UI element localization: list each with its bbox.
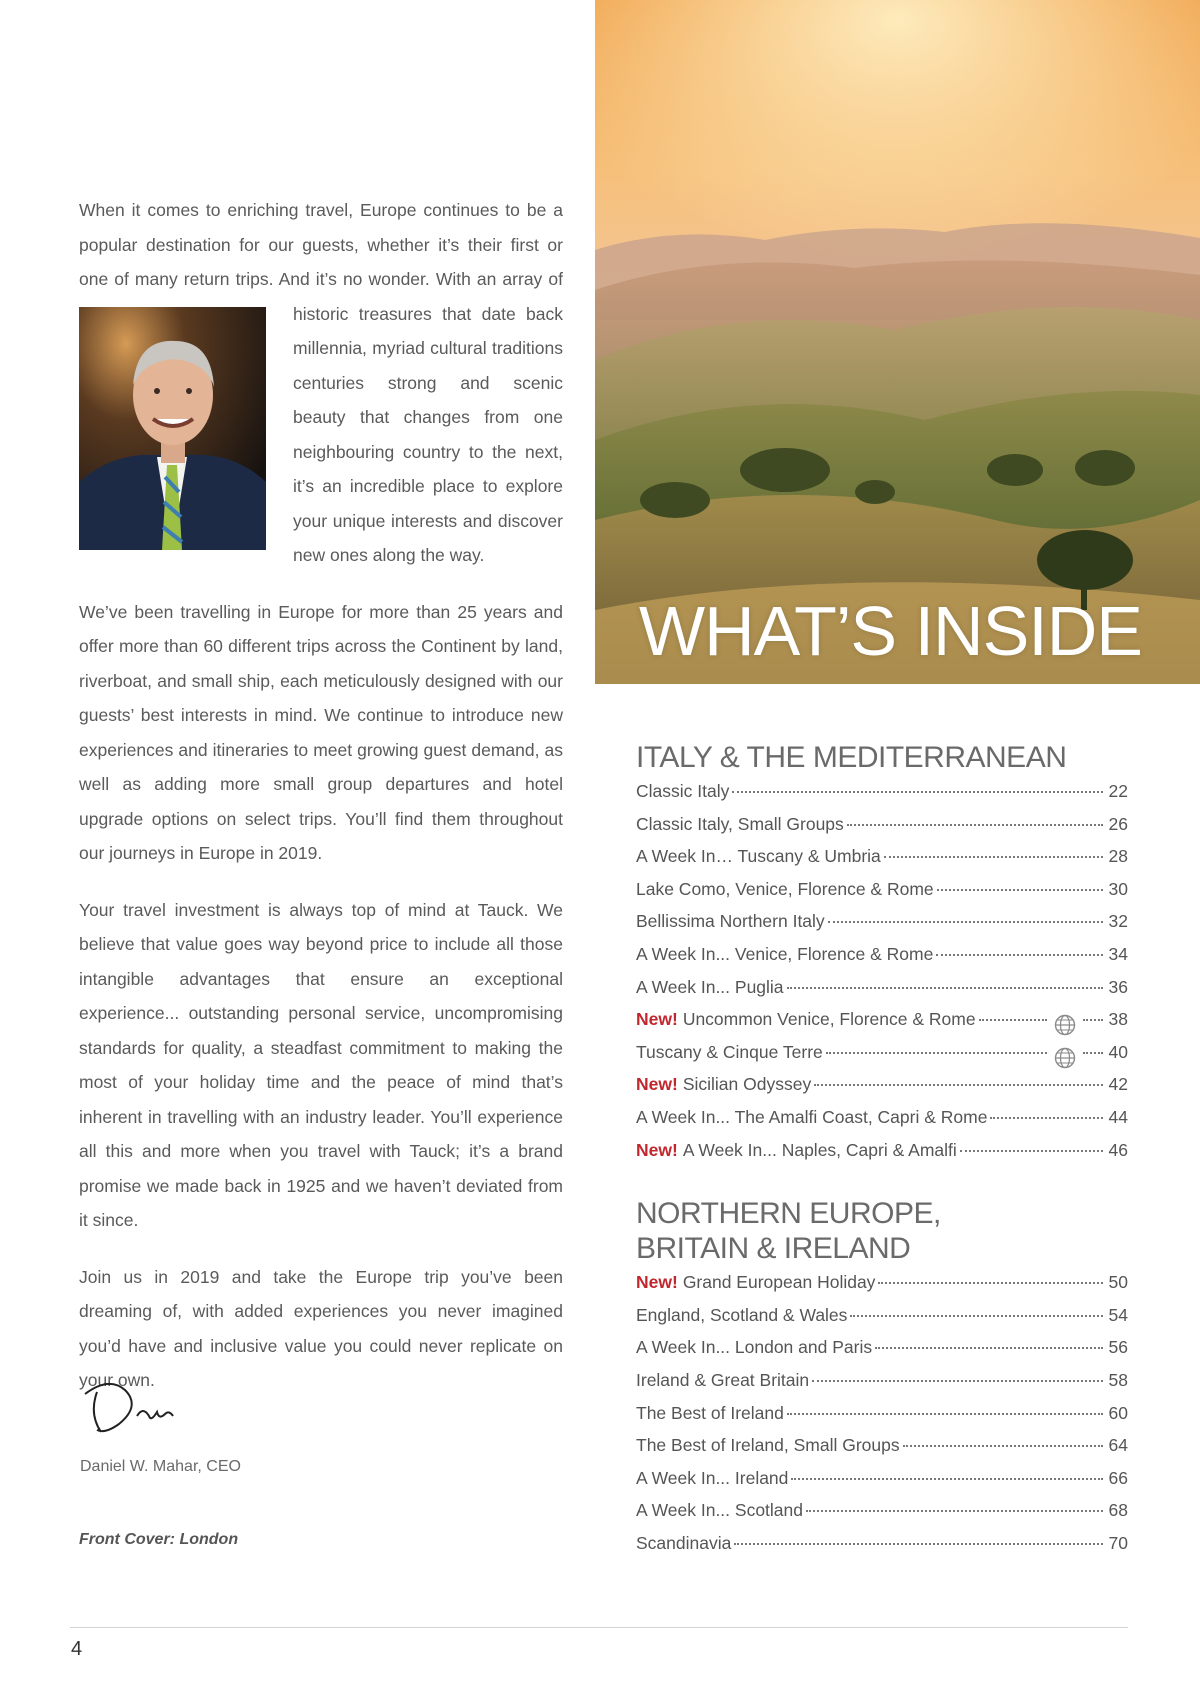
toc-section-title-northern-europe bbox=[636, 1196, 1128, 1266]
toc-entry-label bbox=[636, 1272, 875, 1293]
toc-entry-label bbox=[636, 1500, 803, 1521]
toc-entry-title: A Week In... London and Paris bbox=[636, 1337, 873, 1358]
toc-section-title-line-1: NORTHERN EUROPE, bbox=[636, 1197, 941, 1231]
toc-entry[interactable] bbox=[636, 1435, 1128, 1468]
toc-entry-page: 66 bbox=[1108, 1467, 1128, 1488]
toc-entry[interactable] bbox=[636, 1272, 1128, 1305]
toc-entry[interactable] bbox=[636, 1403, 1128, 1436]
dot-leader bbox=[787, 1413, 1103, 1415]
toc-entry-page: 70 bbox=[1108, 1532, 1128, 1553]
toc-entry-title: Bellissima Northern Italy bbox=[636, 911, 825, 932]
toc-entry-title: Tuscany & Cinque Terre bbox=[636, 1041, 823, 1062]
toc-entry-label bbox=[636, 1468, 788, 1489]
toc-list-italy bbox=[636, 781, 1128, 1172]
toc-entry[interactable] bbox=[636, 1009, 1128, 1042]
dot-leader bbox=[979, 1019, 1047, 1021]
ceo-portrait-photo bbox=[79, 307, 266, 550]
table-of-contents bbox=[636, 740, 1128, 1589]
dot-leader bbox=[787, 987, 1103, 989]
toc-entry-page: 58 bbox=[1108, 1369, 1128, 1390]
toc-entry-label bbox=[636, 1305, 847, 1326]
toc-entry-label bbox=[636, 1140, 957, 1161]
toc-entry[interactable] bbox=[636, 1500, 1128, 1533]
globe-icon bbox=[1054, 1014, 1076, 1036]
toc-entry-page: 46 bbox=[1108, 1139, 1128, 1160]
letter-paragraph-3: Your travel investment is always top of mind at Tauck. We believe that value goes way beyond price to include all those intangible advantages that ensure an exceptional experience... outstanding personal service, uncompromising standards for quality, a steadfast commitment to making the most of your holiday time and the peace of mind that’s inherent in travelling with an industry leader. You’ll experience all this and more when you travel with Tauck; it’s a brand promise we made back in 1925 and we haven’t deviated from it since. bbox=[79, 899, 563, 1230]
toc-entry-title: A Week In... Ireland bbox=[636, 1467, 789, 1488]
toc-entry-title: Grand European Holiday bbox=[682, 1272, 876, 1293]
toc-entry-title: A Week In… Tuscany & Umbria bbox=[636, 846, 881, 867]
toc-entry-page: 42 bbox=[1108, 1074, 1128, 1095]
toc-entry-page: 36 bbox=[1108, 976, 1128, 997]
toc-entry-page: 30 bbox=[1108, 878, 1128, 899]
toc-entry-label bbox=[636, 944, 933, 965]
toc-entry[interactable] bbox=[636, 1305, 1128, 1338]
dot-leader bbox=[734, 1543, 1103, 1545]
toc-entry-label bbox=[636, 781, 729, 802]
toc-entry-page: 64 bbox=[1108, 1435, 1128, 1456]
dot-leader bbox=[937, 889, 1103, 891]
dot-leader bbox=[878, 1282, 1103, 1284]
toc-entry-label bbox=[636, 1009, 976, 1030]
ceo-signature bbox=[79, 1372, 189, 1442]
ceo-letter bbox=[79, 193, 563, 1420]
globe-icon bbox=[1054, 1047, 1076, 1069]
toc-entry-label bbox=[636, 1403, 784, 1424]
toc-entry-title: A Week In... Naples, Capri & Amalfi bbox=[682, 1139, 957, 1160]
letter-paragraph-1 bbox=[79, 193, 563, 573]
toc-entry-label bbox=[636, 846, 881, 867]
dot-leader bbox=[791, 1478, 1103, 1480]
toc-entry-page: 60 bbox=[1108, 1402, 1128, 1423]
dot-leader bbox=[990, 1117, 1103, 1119]
dot-leader bbox=[903, 1445, 1103, 1447]
toc-entry-label bbox=[636, 1107, 987, 1128]
toc-entry[interactable] bbox=[636, 879, 1128, 912]
toc-entry-label bbox=[636, 1042, 823, 1063]
toc-entry[interactable] bbox=[636, 1533, 1128, 1566]
toc-entry[interactable] bbox=[636, 1074, 1128, 1107]
new-badge: New! bbox=[636, 1074, 678, 1095]
dot-leader bbox=[806, 1510, 1103, 1512]
toc-entry-page: 50 bbox=[1108, 1272, 1128, 1293]
toc-entry-title: Ireland & Great Britain bbox=[636, 1369, 810, 1390]
toc-entry-label bbox=[636, 1435, 900, 1456]
toc-entry-title: A Week In... Puglia bbox=[636, 976, 784, 997]
toc-entry-title: Classic Italy, Small Groups bbox=[636, 813, 844, 834]
dot-leader bbox=[936, 954, 1103, 956]
toc-entry-title: A Week In... Scotland bbox=[636, 1500, 803, 1521]
toc-entry-title: Classic Italy bbox=[636, 781, 730, 801]
toc-entry-page: 32 bbox=[1108, 911, 1128, 932]
toc-entry-page: 38 bbox=[1108, 1009, 1128, 1030]
new-badge: New! bbox=[636, 1272, 678, 1293]
toc-entry-title: The Best of Ireland, Small Groups bbox=[636, 1435, 900, 1456]
toc-entry[interactable] bbox=[636, 977, 1128, 1010]
toc-entry-page: 68 bbox=[1108, 1500, 1128, 1521]
toc-section-title-line-2: BRITAIN & IRELAND bbox=[636, 1232, 911, 1266]
toc-entry-page: 54 bbox=[1108, 1304, 1128, 1325]
dot-leader bbox=[732, 791, 1103, 793]
toc-entry-label bbox=[636, 911, 825, 932]
dot-leader bbox=[875, 1347, 1103, 1349]
toc-entry[interactable] bbox=[636, 1468, 1128, 1501]
toc-entry-page: 22 bbox=[1108, 781, 1128, 801]
page-number: 4 bbox=[71, 1638, 83, 1660]
letter-paragraph-1-intro: When it comes to enriching travel, Europe continues to be a popular destination for our guests, whether it’s their first or one of many return trips. And it’s no wonder. With an array bbox=[79, 200, 563, 289]
toc-list-northern-europe bbox=[636, 1272, 1128, 1565]
footer-divider bbox=[70, 1627, 1128, 1628]
toc-entry-title: Sicilian Odyssey bbox=[682, 1074, 812, 1095]
dot-leader bbox=[1083, 1052, 1103, 1054]
toc-entry[interactable] bbox=[636, 1042, 1128, 1075]
toc-entry-page: 28 bbox=[1108, 846, 1128, 867]
toc-section-title-italy: ITALY & THE MEDITERRANEAN bbox=[636, 741, 1067, 774]
toc-entry-page: 26 bbox=[1108, 813, 1128, 834]
new-badge: New! bbox=[636, 1009, 678, 1030]
new-badge: New! bbox=[636, 1139, 678, 1160]
toc-entry-title: England, Scotland & Wales bbox=[636, 1304, 848, 1325]
hero-landscape-image bbox=[595, 0, 1200, 684]
front-cover-caption: Front Cover: London bbox=[79, 1531, 239, 1548]
toc-entry-page: 34 bbox=[1108, 943, 1128, 964]
toc-entry-label bbox=[636, 879, 934, 900]
toc-entry-label bbox=[636, 1533, 731, 1554]
dot-leader bbox=[960, 1150, 1103, 1152]
toc-entry[interactable] bbox=[636, 911, 1128, 944]
letter-paragraph-2: We’ve been travelling in Europe for more than 25 years and offer more than 60 different trips across the Continent by land, riverboat, and small ship, each meticulously designed with our guests’ best interests in mind. We continue to introduce new experiences and itineraries to meet growing guest demand, as well as adding more small group departures and hotel upgrade options on select trips. You’ll find them throughout our journeys in Europe in 2019. bbox=[79, 601, 563, 863]
toc-entry-title: Lake Como, Venice, Florence & Rome bbox=[636, 878, 934, 899]
toc-entry-label bbox=[636, 1074, 811, 1095]
toc-entry[interactable] bbox=[636, 846, 1128, 879]
signer-name: Daniel W. Mahar, CEO bbox=[80, 1458, 241, 1475]
toc-entry[interactable] bbox=[636, 1370, 1128, 1403]
dot-leader bbox=[850, 1315, 1103, 1317]
toc-entry-title: Scandinavia bbox=[636, 1532, 732, 1553]
toc-entry-page: 40 bbox=[1108, 1041, 1128, 1062]
dot-leader bbox=[814, 1084, 1103, 1086]
toc-entry-title: A Week In... Venice, Florence & Rome bbox=[636, 943, 934, 964]
toc-entry-label bbox=[636, 1370, 809, 1391]
toc-entry[interactable] bbox=[636, 814, 1128, 847]
dot-leader bbox=[1083, 1019, 1103, 1021]
letter-paragraph-4: Join us in 2019 and take the Europe trip you’ve been dreaming of, with added experiences you never imagined you’d have and inclusive value you could never replicate on your own. bbox=[79, 1266, 563, 1390]
dot-leader bbox=[847, 824, 1103, 826]
toc-entry-page: 56 bbox=[1108, 1337, 1128, 1358]
toc-entry[interactable] bbox=[636, 944, 1128, 977]
whats-inside-heading: WHAT’S INSIDE bbox=[639, 592, 1142, 670]
dot-leader bbox=[826, 1052, 1047, 1054]
toc-entry-label bbox=[636, 814, 844, 835]
dot-leader bbox=[828, 921, 1103, 923]
toc-entry-page: 44 bbox=[1108, 1106, 1128, 1127]
toc-entry-title: A Week In... The Amalfi Coast, Capri & Rome bbox=[636, 1106, 988, 1127]
toc-entry-label bbox=[636, 1337, 872, 1358]
toc-entry[interactable] bbox=[636, 1140, 1128, 1173]
dot-leader bbox=[812, 1380, 1103, 1382]
toc-entry[interactable] bbox=[636, 1107, 1128, 1140]
toc-entry[interactable] bbox=[636, 1337, 1128, 1370]
toc-entry-title: The Best of Ireland bbox=[636, 1402, 784, 1423]
toc-entry-title: Uncommon Venice, Florence & Rome bbox=[682, 1009, 976, 1030]
toc-entry-label bbox=[636, 977, 784, 998]
letter-paragraph-1-wrap: of historic treasures that date back millennia, myriad cultural traditions centuries strong and scenic beauty that changes from one neighbouring country to the next, it’s an incredible place to explore your unique interests and discover new ones along the way. bbox=[293, 269, 563, 565]
dot-leader bbox=[884, 856, 1103, 858]
toc-entry[interactable] bbox=[636, 781, 1128, 814]
